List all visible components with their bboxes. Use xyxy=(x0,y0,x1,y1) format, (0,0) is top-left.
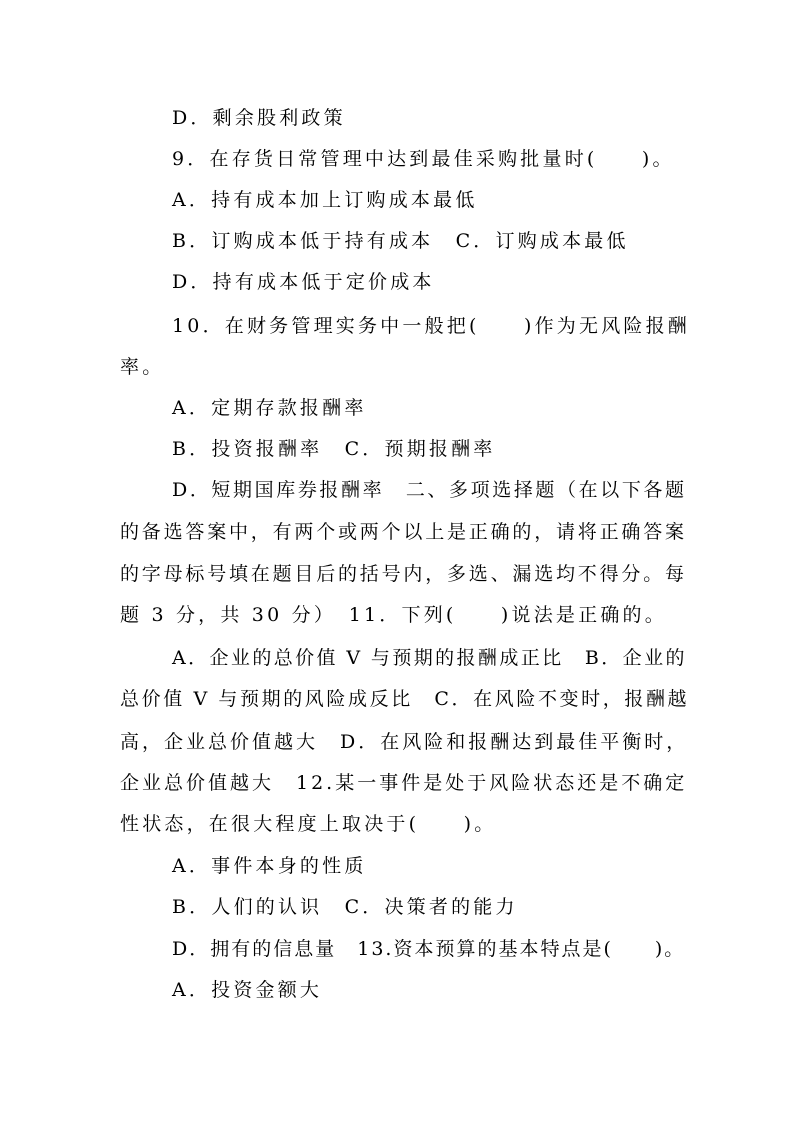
text-line: A．企业的总价值 V 与预期的报酬成正比 B．企业的 xyxy=(172,647,687,669)
text-line: D．拥有的信息量 13.资本预算的基本特点是( )。 xyxy=(172,938,686,960)
text-line: A．持有成本加上订购成本最低 xyxy=(172,189,478,211)
text-line: 题 3 分，共 30 分） 11．下列( )说法是正确的。 xyxy=(120,604,667,626)
text-line: A．定期存款报酬率 xyxy=(172,397,367,419)
text-line: D．短期国库券报酬率 二、多项选择题（在以下各题 xyxy=(172,479,687,501)
text-line: A．投资金额大 xyxy=(172,979,323,1001)
text-line: B．人们的认识 C．决策者的能力 xyxy=(172,896,518,918)
text-line: D．持有成本低于定价成本 xyxy=(172,271,435,293)
text-line: 企业总价值越大 12.某一事件是处于风险状态还是不确定 xyxy=(120,772,688,794)
text-line: 9．在存货日常管理中达到最佳采购批量时( )。 xyxy=(172,148,675,170)
text-line: B．订购成本低于持有成本 C．订购成本最低 xyxy=(172,230,629,252)
text-line: 高，企业总价值越大 D．在风险和报酬达到最佳平衡时， xyxy=(120,731,689,753)
text-line: 的字母标号填在题目后的括号内，多选、漏选均不得分。每 xyxy=(120,563,687,585)
text-line: D．剩余股利政策 xyxy=(172,107,346,129)
text-line: 10．在财务管理实务中一般把( )作为无风险报酬 xyxy=(172,315,691,337)
text-line: 的备选答案中，有两个或两个以上是正确的，请将正确答案 xyxy=(120,521,687,543)
text-line: A．事件本身的性质 xyxy=(172,855,367,877)
text-line: 总价值 V 与预期的风险成反比 C．在风险不变时，报酬越 xyxy=(120,688,690,710)
text-line: B．投资报酬率 C．预期报酬率 xyxy=(172,438,496,460)
text-line: 率。 xyxy=(120,356,165,378)
text-line: 性状态，在很大程度上取决于( )。 xyxy=(120,813,497,835)
